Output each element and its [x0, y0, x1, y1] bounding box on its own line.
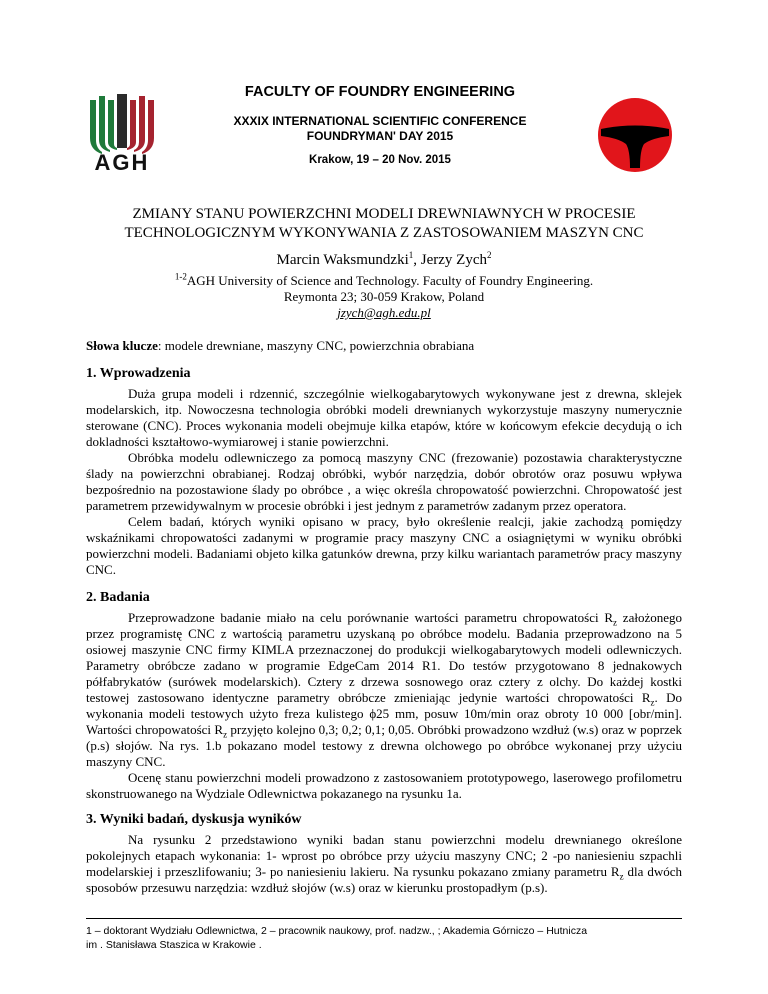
conference-name — [170, 114, 590, 144]
author-1: Marcin Waksmundzki — [276, 252, 409, 268]
author-separator: , — [413, 252, 421, 268]
agh-logo-text: AGH — [94, 150, 150, 175]
footnote — [86, 924, 682, 952]
affiliation-line-1: AGH University of Science and Technology. Faculty of Foundry Engineering. — [186, 273, 594, 288]
section-1-heading: 1. Wprowadzenia — [86, 366, 191, 381]
faculty-name: FACULTY OF FOUNDRY ENGINEERING — [244, 84, 516, 100]
author-2-sup: 2 — [486, 250, 492, 260]
conference-line-1: XXXIX INTERNATIONAL SCIENTIFIC CONFERENCE — [233, 114, 527, 128]
affiliation-line-2: Reymonta 23; 30-059 Krakow, Poland — [283, 289, 485, 304]
email-link[interactable]: jzych@agh.edu.pl — [337, 305, 431, 320]
keywords-text: : modele drewniane, maszyny CNC, powierzchnia obrabiana — [157, 338, 475, 353]
keywords — [86, 338, 682, 354]
footnote-line-1: 1 – doktorant Wydziału Odlewnictwa, 2 – pracownik naukowy, prof. nadzw., ; Akademia Górniczo – Hutnicza — [86, 925, 588, 937]
foundry-ladle-logo-icon — [596, 96, 674, 174]
section-3-heading: 3. Wyniki badań, dyskusja wyników — [86, 812, 302, 827]
conference-line-2: FOUNDRYMAN' DAY 2015 — [306, 129, 454, 143]
author-2: Jerzy Zych — [420, 252, 487, 268]
footnote-divider — [86, 918, 682, 919]
authors — [86, 252, 682, 269]
section-1-paragraph-2: Obróbka modelu odlewniczego za pomocą maszyny CNC (frezowanie) pozostawia charakterystyczne ślady na powierzchni obrabianej. Rodzaj obróbki, wybór narzędzia, dobór obrotów oraz posuwu wpływa bezpośrednio na pozostawione ślady po obróbce , a więc określa chropowatość powierzchni. Chropowatość jest parametrem przewidywalnym w procesie obróbki i jest jednym z parametrów zadanym przez operatora. — [86, 450, 682, 513]
affiliation — [86, 273, 682, 321]
conference-date: Krakow, 19 – 20 Nov. 2015 — [309, 154, 451, 166]
title-line-2: TECHNOLOGICZNYM WYKONYWANIA Z ZASTOSOWANIEM MASZYN CNC — [124, 225, 644, 241]
section-1-paragraph-1: Duża grupa modeli i rdzennić, szczególnie wielkogabarytowych wykonywane jest z drewna, sklejek modelarskich, itp. Nowoczesna technologia obróbki modeli drewnianych wykorzystuje maszyny numerycznie sterowane (CNC). Proces wykonania modeli obejmuje kilka etapów, które w końcowym efekcie decydują o ich dokladności kształtowo-wymiarowej i stanie powierzchni. — [86, 386, 682, 449]
section-3-paragraph-1: Na rysunku 2 przedstawiono wyniki badan stanu powierzchni modelu drewnianego określone pokolejnych etapach wykonania: 1- wprost po obróbce przy użyciu maszyny CNC; 2 -po naniesieniu szpachli modelarskiej i przeszlifowaniu; 3- po naniesieniu lakieru. Na rysunku pokazano zmiany parametru $R_z$ dla dwóch sposobów przesuwu narzędzia: wzdłuż słojów (w.s) oraz w kierunku prostopadłym (p.s). — [86, 832, 683, 895]
keywords-label: Słowa klucze — [86, 338, 158, 353]
affiliation-sup: 1-2 — [174, 271, 187, 282]
paper-title — [86, 205, 682, 243]
author-1-sup: 1 — [408, 250, 414, 260]
section-2-heading: 2. Badania — [86, 590, 150, 605]
section-1-paragraph-3: Celem badań, których wyniki opisano w pracy, było określenie realcji, jakie zachodzą pomiędzy wskaźnikami chropowatości zadanymi w programie pracy maszyny CNC a osiagniętymi w wyniku obróbki powierzchni modeli. Badaniami objeto kilka gatunków drewna, przy kilku wariantach parametrów pracy maszyny CNC. — [86, 514, 682, 577]
footnote-line-2: im . Stanisława Staszica w Krakowie . — [86, 939, 262, 951]
section-2-paragraph-2: Ocenę stanu powierzchni modeli prowadzono z zastosowaniem prototypowego, laserowego profilometru skonstruowanego na Wydziale Odlewnictwa pokazanego na rysunku 1a. — [86, 770, 682, 801]
section-2-paragraph-1: Przeprowadzone badanie miało na celu porównanie wartości parametru chropowatości $R_z$ założonego przez programistę CNC z wartością parametru uzyskaną po obróbce modelu. Badania przeprowadzono na 5 osiowej maszynie CNC firmy KIMLA przeznaczonej do produkcji wielkogabarytowych modeli odlewniczych. Parametry obróbcze zadano w programie EdgeCam 2014 R1. Do testów przygotowano 8 jednakowych półfabrykatów (surówek modelarskich). Cztery z drzewa sosnowego oraz cztery z olchy. Do każdej kostki testowej zastosowano identyczne parametry obróbcze zmieniając jedynie wartości chropowatości $R_z$. Do wykonania modeli testowych użyto freza kulistego ϕ25 mm, posuw 10m/min oraz obroty 10 000 [obr/min]. Wartości chropowatości $R_z$ przyjęto kolejno 0,3; 0,2; 0,1; 0,05. Obróbki prowadzono wzdłuż (w.s) oraz w poprzek (p.s) słojów. Na rys. 1.b pokazano model testowy z drewna olchowego po obróbce wykonanej przy użyciu maszyny CNC. — [86, 610, 683, 769]
title-line-1: ZMIANY STANU POWIERZCHNI MODELI DREWNIAWNYCH W PROCESIE — [132, 206, 636, 222]
